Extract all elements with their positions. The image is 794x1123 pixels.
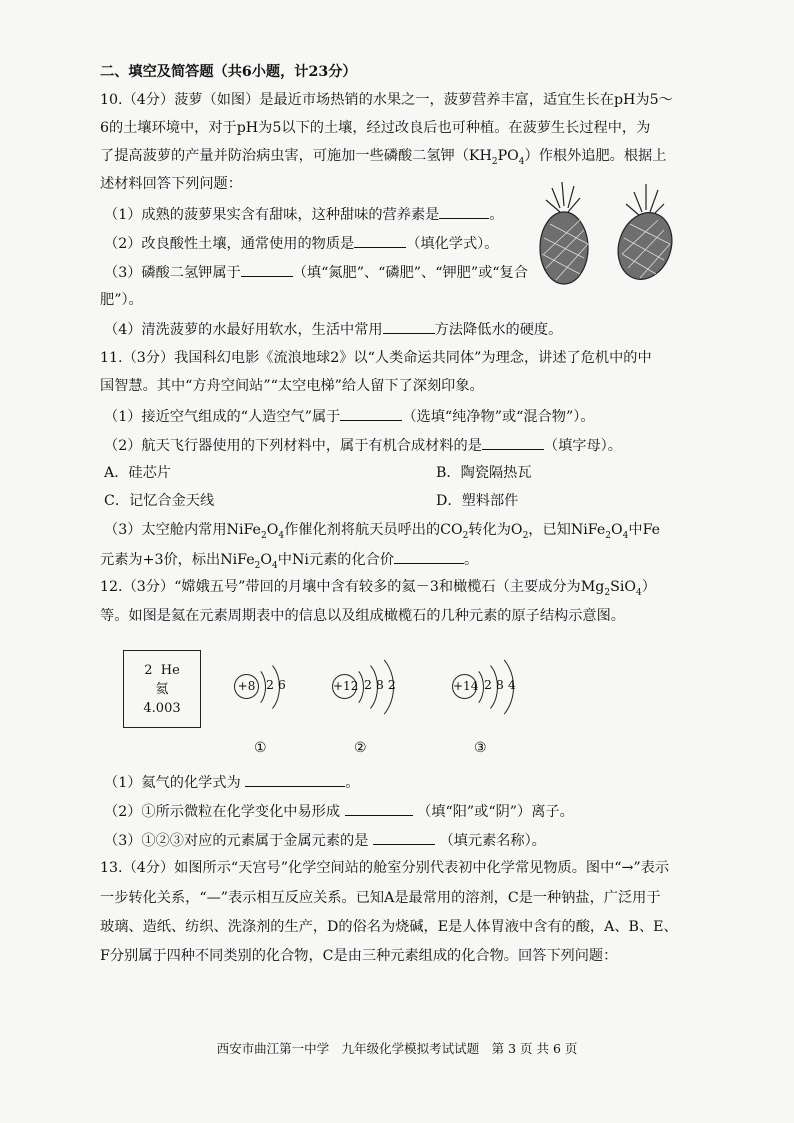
q12-line-1: 12.（3分）“嫦娥五号”带回的月壤中含有较多的氦－3和橄榄石（主要成分为$Mg_2SiO_4$） xyxy=(100,579,656,598)
q11-option-b[interactable]: B．陶瓷隔热瓦 xyxy=(436,465,532,481)
answer-blank[interactable] xyxy=(340,406,402,421)
answer-blank[interactable] xyxy=(373,830,435,845)
q10-sub-1: （1）成熟的菠萝果实含有甜味，这种甜味的营养素是 。 xyxy=(104,204,704,225)
q11-option-a[interactable]: A．硅芯片 xyxy=(104,465,171,481)
section-title: 二、填空及简答题（共6小题，计23分） xyxy=(100,64,357,80)
nucleus: +12 xyxy=(332,674,357,699)
q11-sub-3: （3）太空舱内常用$NiFe_2O_4$作催化剂将航天员呼出的$CO_2$转化为$O_2$，已知$NiFe_2O_4$中Fe xyxy=(104,522,661,541)
answer-blank[interactable] xyxy=(394,549,464,564)
answer-blank[interactable] xyxy=(383,319,435,334)
diagram-label: ① xyxy=(254,740,267,756)
answer-blank[interactable] xyxy=(245,772,345,787)
diagram-label: ② xyxy=(354,740,367,756)
answer-blank[interactable] xyxy=(345,801,413,816)
q11-option-c[interactable]: C．记忆合金天线 xyxy=(104,493,215,509)
q10-line-1: 10.（4分）菠萝（如图）是最近市场热销的水果之一，菠萝营养丰富，适宜生长在pH为5～ xyxy=(100,92,673,108)
electron-shells: 2 6 xyxy=(266,677,286,692)
q12-sub-1: （1）氦气的化学式为 。 xyxy=(104,772,704,793)
electron-shells: 2 8 4 xyxy=(484,677,516,692)
q11-line-1: 11.（3分）我国科幻电影《流浪地球2》以“人类命运共同体”为理念，讲述了危机中的中 xyxy=(100,350,652,366)
q12-sub-3: （3）①②③对应的元素属于金属元素的是 （填元素名称）。 xyxy=(104,830,704,851)
nucleus: +14 xyxy=(452,674,477,699)
atomic-number: 2 xyxy=(144,663,153,678)
q11-sub-3-cont: 元素为+3价，标出$NiFe_2O_4$中Ni元素的化合价 。 xyxy=(100,549,700,576)
q11-sub-2: （2）航天飞行器使用的下列材料中，属于有机合成材料的是 （填字母）。 xyxy=(104,435,704,456)
answer-blank[interactable] xyxy=(482,435,544,450)
answer-blank[interactable] xyxy=(439,204,489,219)
periodic-table-cell xyxy=(123,650,201,728)
element-name: 氦 xyxy=(155,682,169,697)
q10-sub-3: （3）磷酸二氢钾属于 （填“氮肥”、“磷肥”、“钾肥”或“复合 xyxy=(104,262,704,283)
q12-sub-2: （2）①所示微粒在化学变化中易形成 （填“阳”或“阴”）离子。 xyxy=(104,801,704,822)
q10-sub-2: （2）改良酸性土壤，通常使用的物质是 （填化学式）。 xyxy=(104,233,704,254)
nucleus: +8 xyxy=(234,674,259,699)
q13-line-4: F分别属于四种不同类别的化合物，C是由三种元素组成的化合物。回答下列问题： xyxy=(100,948,618,964)
q13-line-3: 玻璃、造纸、纺织、洗涤剂的生产，D的俗名为烧碱，E是人体胃液中含有的酸，A、B、E、 xyxy=(100,919,678,935)
q10-line-3: 了提高菠萝的产量并防治病虫害，可施加一些磷酸二氢钾$(KH_2PO_4)$作根外追肥。根据上 xyxy=(100,148,667,167)
q12-line-2: 等。如图是氦在元素周期表中的信息以及组成橄榄石的几种元素的原子结构示意图。 xyxy=(100,608,625,624)
answer-blank[interactable] xyxy=(241,262,293,277)
q13-line-1: 13.（4分）如图所示“天宫号”化学空间站的舱室分别代表初中化学常见物质。图中“→”表示 xyxy=(100,860,670,876)
q10-sub-3-cont: 肥”）。 xyxy=(100,292,143,308)
q10-sub-4: （4）清洗菠萝的水最好用软水，生活中常用 方法降低水的硬度。 xyxy=(104,319,704,340)
q13-line-2: 一步转化关系，“—”表示相互反应关系。已知A是最常用的溶剂，C是一种钠盐，广泛用于 xyxy=(100,890,661,906)
electron-shells: 2 8 2 xyxy=(364,677,396,692)
element-symbol: He xyxy=(160,663,180,678)
answer-blank[interactable] xyxy=(354,233,406,248)
q11-option-d[interactable]: D．塑料部件 xyxy=(436,493,519,509)
q11-sub-1: （1）接近空气组成的“人造空气”属于 （选填“纯净物”或“混合物”）。 xyxy=(104,406,704,427)
q10-line-2: 6的土壤环境中，对于pH为5以下的土壤，经过改良后也可种植。在菠萝生长过程中，为 xyxy=(100,120,651,136)
diagram-label: ③ xyxy=(474,740,487,756)
pineapple-image xyxy=(530,178,690,288)
q11-line-2: 国智慧。其中“方舟空间站”“太空电梯”给人留下了深刻印象。 xyxy=(100,378,484,394)
atomic-mass: 4.003 xyxy=(143,701,181,716)
page-footer: 西安市曲江第一中学 九年级化学模拟考试试题 第 3 页 共 6 页 xyxy=(216,1041,578,1056)
q10-line-4: 述材料回答下列问题： xyxy=(100,176,242,192)
